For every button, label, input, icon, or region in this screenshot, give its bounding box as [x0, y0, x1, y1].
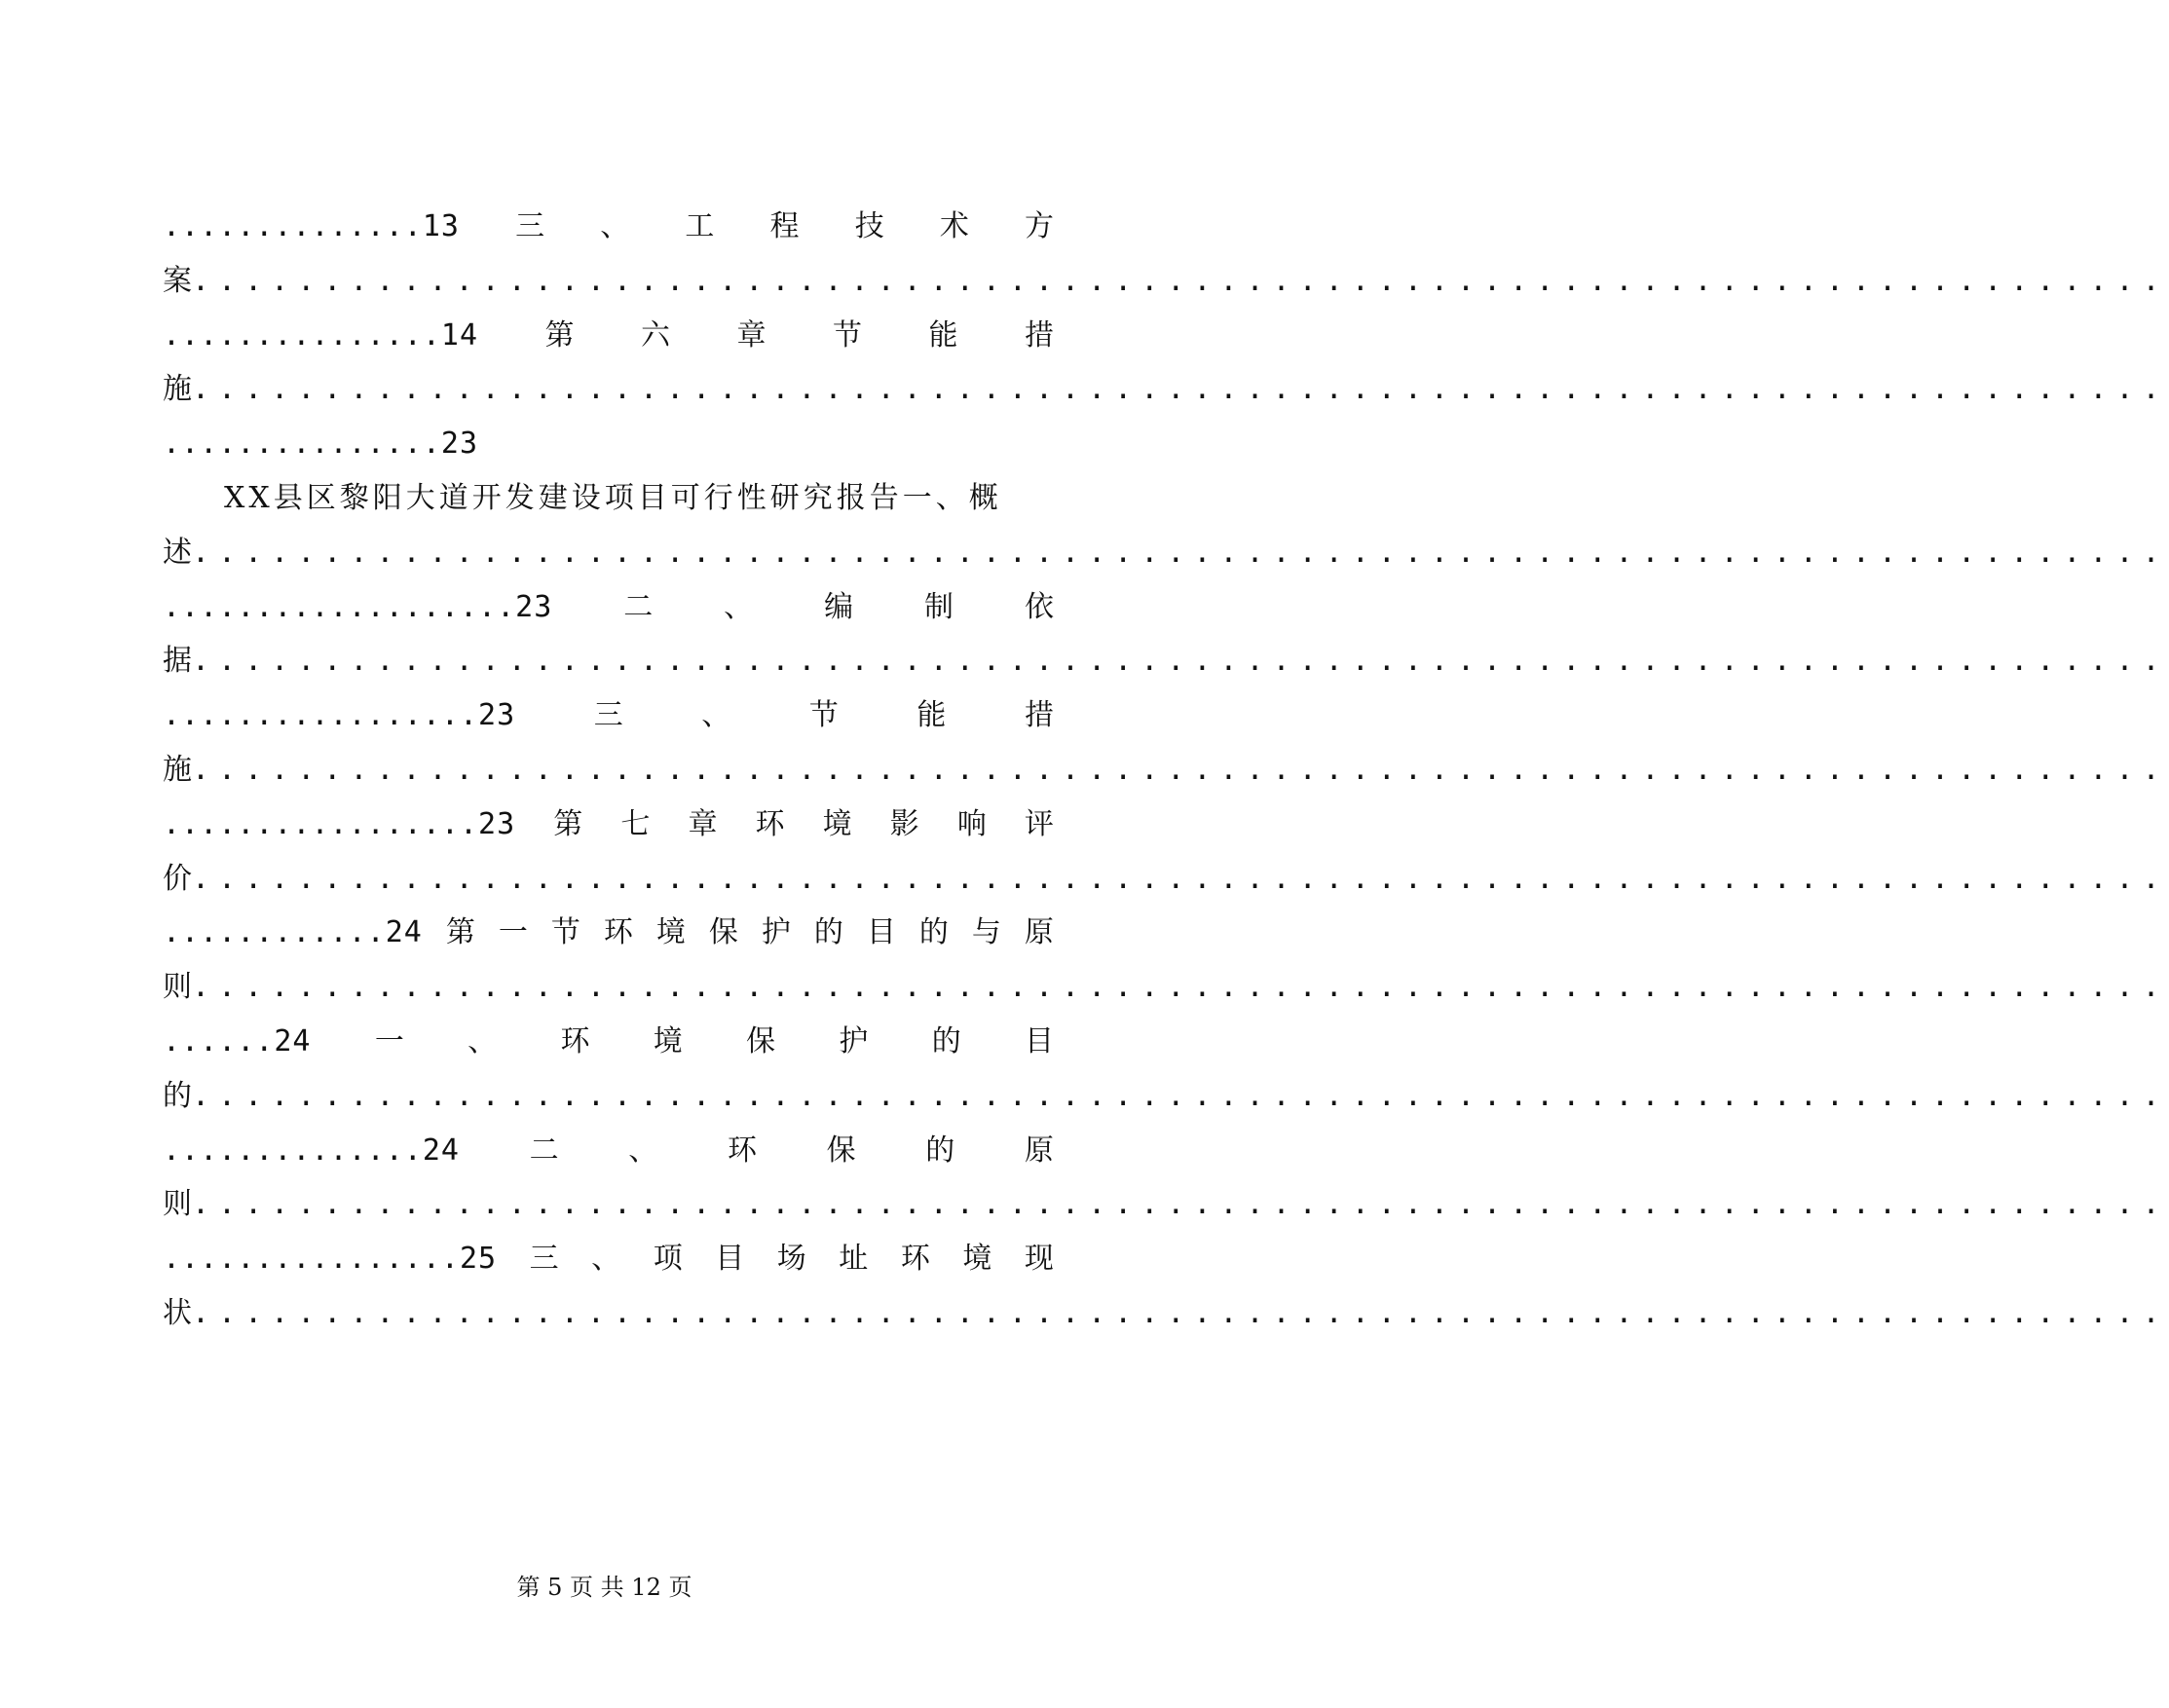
toc-char: 保 — [826, 1133, 856, 1168]
toc-line — [163, 966, 2169, 1009]
toc-char: 护 — [839, 1024, 869, 1058]
toc-char: 环 — [560, 1024, 590, 1058]
report-title-line: XX县区黎阳大道开发建设项目可行性研究报告一、概 — [224, 481, 1002, 515]
toc-char: 护 — [761, 915, 791, 949]
page-footer: 第 5 页 共 12 页 — [516, 1574, 692, 1601]
toc-char: 、 — [628, 1133, 658, 1168]
toc-char: 方 — [1024, 209, 1054, 243]
toc-char: 二 — [529, 1133, 559, 1168]
toc-char: 、 — [467, 1024, 498, 1058]
toc-char: 节 — [832, 318, 862, 353]
toc-char: 措 — [1024, 698, 1054, 732]
toc-char: 址 — [839, 1242, 869, 1276]
toc-char: 工 — [685, 209, 715, 243]
toc-char: 编 — [824, 590, 854, 624]
toc-char: 章 — [688, 807, 718, 841]
toc-char: 现 — [1024, 1242, 1054, 1276]
toc-leader: ...............14 — [163, 318, 479, 353]
toc-char: 节 — [808, 698, 839, 732]
toc-leader: .................23 — [163, 807, 516, 841]
toc-char: 技 — [854, 209, 884, 243]
toc-dots: ........................................................................... — [192, 264, 2169, 298]
toc-char: 的 — [925, 1133, 955, 1168]
toc-dots: ........................................................................... — [192, 753, 2169, 787]
toc-char: 三 — [529, 1242, 559, 1276]
toc-char: 境 — [655, 915, 686, 949]
toc-char: 的 — [931, 1024, 961, 1058]
toc-dots: ........................................................................... — [192, 1079, 2169, 1113]
toc-char: 能 — [916, 698, 947, 732]
toc-line — [163, 1075, 2169, 1118]
toc-title-tail: 则 — [163, 970, 192, 1004]
toc-char: 二 — [623, 590, 654, 624]
toc-leader: ...................23 — [163, 590, 553, 624]
toc-line — [163, 423, 1054, 465]
toc-char: 环 — [603, 915, 633, 949]
toc-leader: ................25 — [163, 1242, 498, 1276]
toc-leader: .................23 — [163, 698, 516, 732]
toc-char: 三 — [593, 698, 623, 732]
toc-char: 目 — [715, 1242, 745, 1276]
toc-char: 原 — [1024, 915, 1054, 949]
toc-line — [163, 911, 1054, 954]
toc-dots: ........................................................................... — [192, 970, 2169, 1004]
toc-dots: ........................................................................... — [192, 644, 2169, 678]
toc-char: 制 — [924, 590, 954, 624]
toc-char: 场 — [776, 1242, 806, 1276]
toc-char: 境 — [962, 1242, 992, 1276]
toc-line — [163, 640, 2169, 683]
toc-line — [163, 1292, 2169, 1335]
toc-line — [163, 858, 2169, 901]
toc-char: 境 — [822, 807, 852, 841]
toc-line — [163, 1130, 1054, 1172]
toc-char: 评 — [1024, 807, 1054, 841]
toc-char: 保 — [746, 1024, 776, 1058]
toc-title-tail: 则 — [163, 1187, 192, 1221]
toc-char: 措 — [1024, 318, 1054, 353]
toc-char: 一 — [374, 1024, 404, 1058]
toc-title-tail: 案 — [163, 264, 192, 298]
toc-title-tail: 状 — [163, 1296, 192, 1330]
toc-char: 境 — [653, 1024, 683, 1058]
toc-char: 程 — [769, 209, 800, 243]
toc-line — [163, 315, 1054, 357]
toc-title-tail: 的 — [163, 1079, 192, 1113]
toc-char: 能 — [928, 318, 958, 353]
toc-line — [163, 368, 2169, 411]
toc-char: 章 — [736, 318, 767, 353]
toc-char: 原 — [1024, 1133, 1054, 1168]
toc-leader: ..............24 — [163, 1133, 460, 1168]
toc-char: 第 — [445, 915, 475, 949]
toc-char: 目 — [1025, 1024, 1054, 1058]
toc-line — [163, 803, 1054, 846]
toc-char: 、 — [591, 1242, 621, 1276]
toc-char: 节 — [550, 915, 580, 949]
toc-line — [163, 1238, 1054, 1281]
toc-char: 第 — [553, 807, 583, 841]
toc-line — [163, 260, 2169, 303]
toc-char: 、 — [724, 590, 754, 624]
toc-title-tail: 施 — [163, 753, 192, 787]
toc-leader: ..............13 — [163, 209, 460, 243]
toc-dots: ........................................................................... — [192, 862, 2169, 896]
toc-line — [163, 694, 1054, 737]
toc-leader: ......24 — [163, 1024, 312, 1058]
toc-char: 项 — [653, 1242, 683, 1276]
toc-char: 保 — [708, 915, 738, 949]
toc-char: 影 — [889, 807, 919, 841]
toc-line — [163, 532, 2169, 575]
toc-char: 响 — [956, 807, 987, 841]
toc-char: 一 — [498, 915, 528, 949]
toc-char: 七 — [620, 807, 651, 841]
toc-title-tail: 价 — [163, 862, 192, 896]
toc-line — [163, 1183, 2169, 1226]
toc-dots: ........................................................................... — [192, 1296, 2169, 1330]
toc-char: 的 — [813, 915, 843, 949]
toc-char: 术 — [939, 209, 969, 243]
toc-char: 、 — [600, 209, 630, 243]
toc-line — [163, 586, 1054, 629]
toc-char: 、 — [701, 698, 731, 732]
toc-line — [163, 1021, 1054, 1063]
toc-dots: ........................................................................... — [192, 536, 2169, 570]
toc-char: 的 — [918, 915, 949, 949]
toc-line — [163, 205, 1054, 248]
toc-char: 六 — [641, 318, 671, 353]
toc-char: 目 — [866, 915, 896, 949]
toc-char: 环 — [727, 1133, 757, 1168]
toc-title-tail: 述 — [163, 536, 192, 570]
toc-line — [224, 477, 1054, 520]
toc-char: 三 — [515, 209, 545, 243]
toc-dots: ........................................................................... — [192, 372, 2169, 406]
toc-char: 与 — [971, 915, 1001, 949]
toc-title-tail: 据 — [163, 644, 192, 678]
toc-line — [163, 749, 2169, 792]
toc-char: 环 — [900, 1242, 930, 1276]
toc-leader: ............24 — [163, 915, 423, 949]
toc-dots: ........................................................................... — [192, 1187, 2169, 1221]
toc-title-tail: 施 — [163, 372, 192, 406]
toc-char: 环 — [755, 807, 785, 841]
toc-char: 依 — [1024, 590, 1054, 624]
toc-leader: ...............23 — [163, 427, 479, 461]
toc-char: 第 — [544, 318, 575, 353]
